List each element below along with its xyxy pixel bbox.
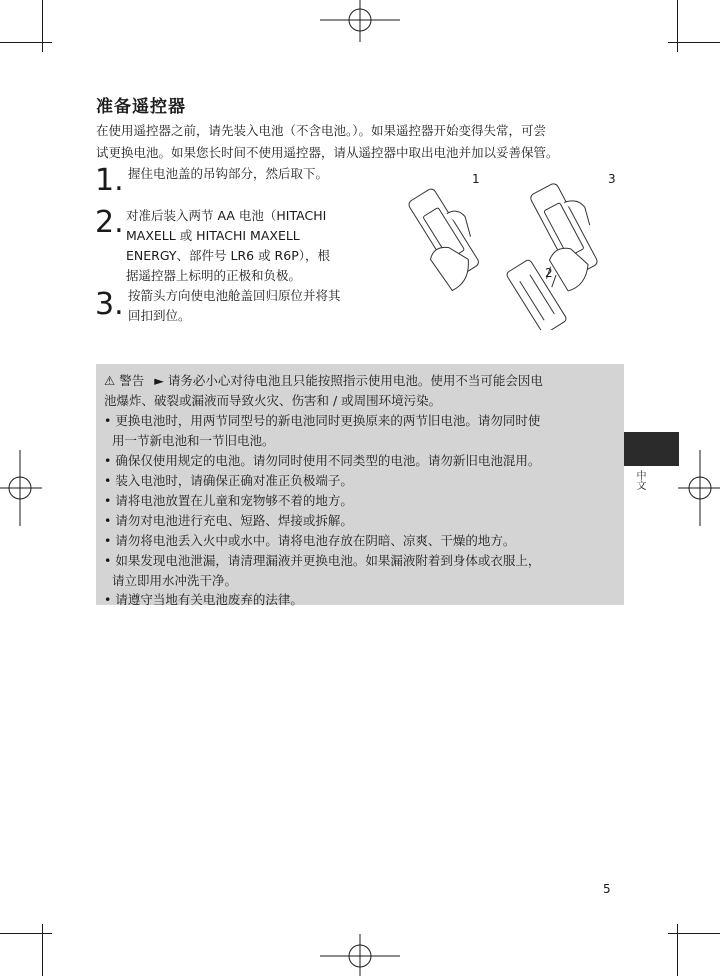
step-2-number: 2.	[95, 205, 124, 240]
page-number: 5	[603, 882, 611, 896]
warning-line-3: • 更换电池时，用两节同型号的新电池同时更换原来的两节旧电池。请勿同时使	[104, 413, 541, 428]
warning-line-5: • 确保仅使用规定的电池。请勿同时使用不同类型的电池。请勿新旧电池混用。	[104, 453, 541, 468]
warning-box	[96, 364, 624, 605]
warning-heading-line	[104, 371, 543, 391]
battery-install-illustration	[390, 170, 630, 330]
step-1-number: 1.	[95, 163, 124, 198]
warning-line-1: 请务必小心对待电池且只能按照指示使用电池。使用不当可能会因电	[167, 373, 543, 388]
warning-triangle-icon: ⚠	[104, 373, 116, 388]
warning-heading: 警告	[119, 373, 145, 388]
warning-line-9: • 请勿将电池丢入火中或水中。请将电池存放在阴暗、凉爽、干燥的地方。	[104, 533, 516, 548]
warning-line-7: • 请将电池放置在儿童和宠物够不着的地方。	[104, 493, 353, 508]
figure-label-2: 2	[545, 266, 553, 280]
figure-label-3: 3	[608, 172, 616, 186]
intro-line-2: 试更换电池。如果您长时间不使用遥控器，请从遥控器中取出电池并加以妥善保管。	[96, 145, 559, 160]
arrow-icon: ►	[154, 373, 164, 388]
step-3-number: 3.	[95, 287, 124, 322]
step-3-line-2: 回扣到位。	[128, 308, 191, 323]
language-label: 中文	[634, 470, 645, 490]
figure-label-1: 1	[472, 172, 480, 186]
warning-line-6: • 装入电池时，请确保正确对准正负极端子。	[104, 473, 353, 488]
warning-line-12: • 请遵守当地有关电池废弃的法律。	[104, 592, 303, 607]
section-title: 准备遥控器	[96, 97, 186, 117]
step-3-line-1: 按箭头方向使电池舱盖回归原位并将其	[128, 288, 341, 303]
warning-line-10: • 如果发现电池泄漏，请清理漏液并更换电池。如果漏液附着到身体或衣服上，	[104, 553, 541, 568]
step-2-line-2: MAXELL 或 HITACHI MAXELL	[126, 228, 300, 243]
warning-line-8: • 请勿对电池进行充电、短路、焊接或拆解。	[104, 513, 353, 528]
step-1-text: 握住电池盖的吊钩部分，然后取下。	[128, 166, 329, 181]
warning-line-2: 池爆炸、破裂或漏液而导致火灾、伤害和 / 或周围环境污染。	[104, 393, 442, 408]
step-2-line-1: 对准后装入两节 AA 电池（HITACHI	[126, 208, 327, 223]
language-tab	[624, 432, 679, 466]
step-2-line-3: ENERGY、部件号 LR6 或 R6P），根	[126, 248, 330, 263]
intro-line-1: 在使用遥控器之前，请先装入电池（不含电池。）。如果遥控器开始变得失常，可尝	[96, 123, 547, 138]
warning-line-11: 请立即用水冲洗干净。	[104, 573, 237, 588]
warning-line-4: 用一节新电池和一节旧电池。	[104, 433, 275, 448]
step-2-line-4: 据遥控器上标明的正极和负极。	[126, 268, 302, 283]
